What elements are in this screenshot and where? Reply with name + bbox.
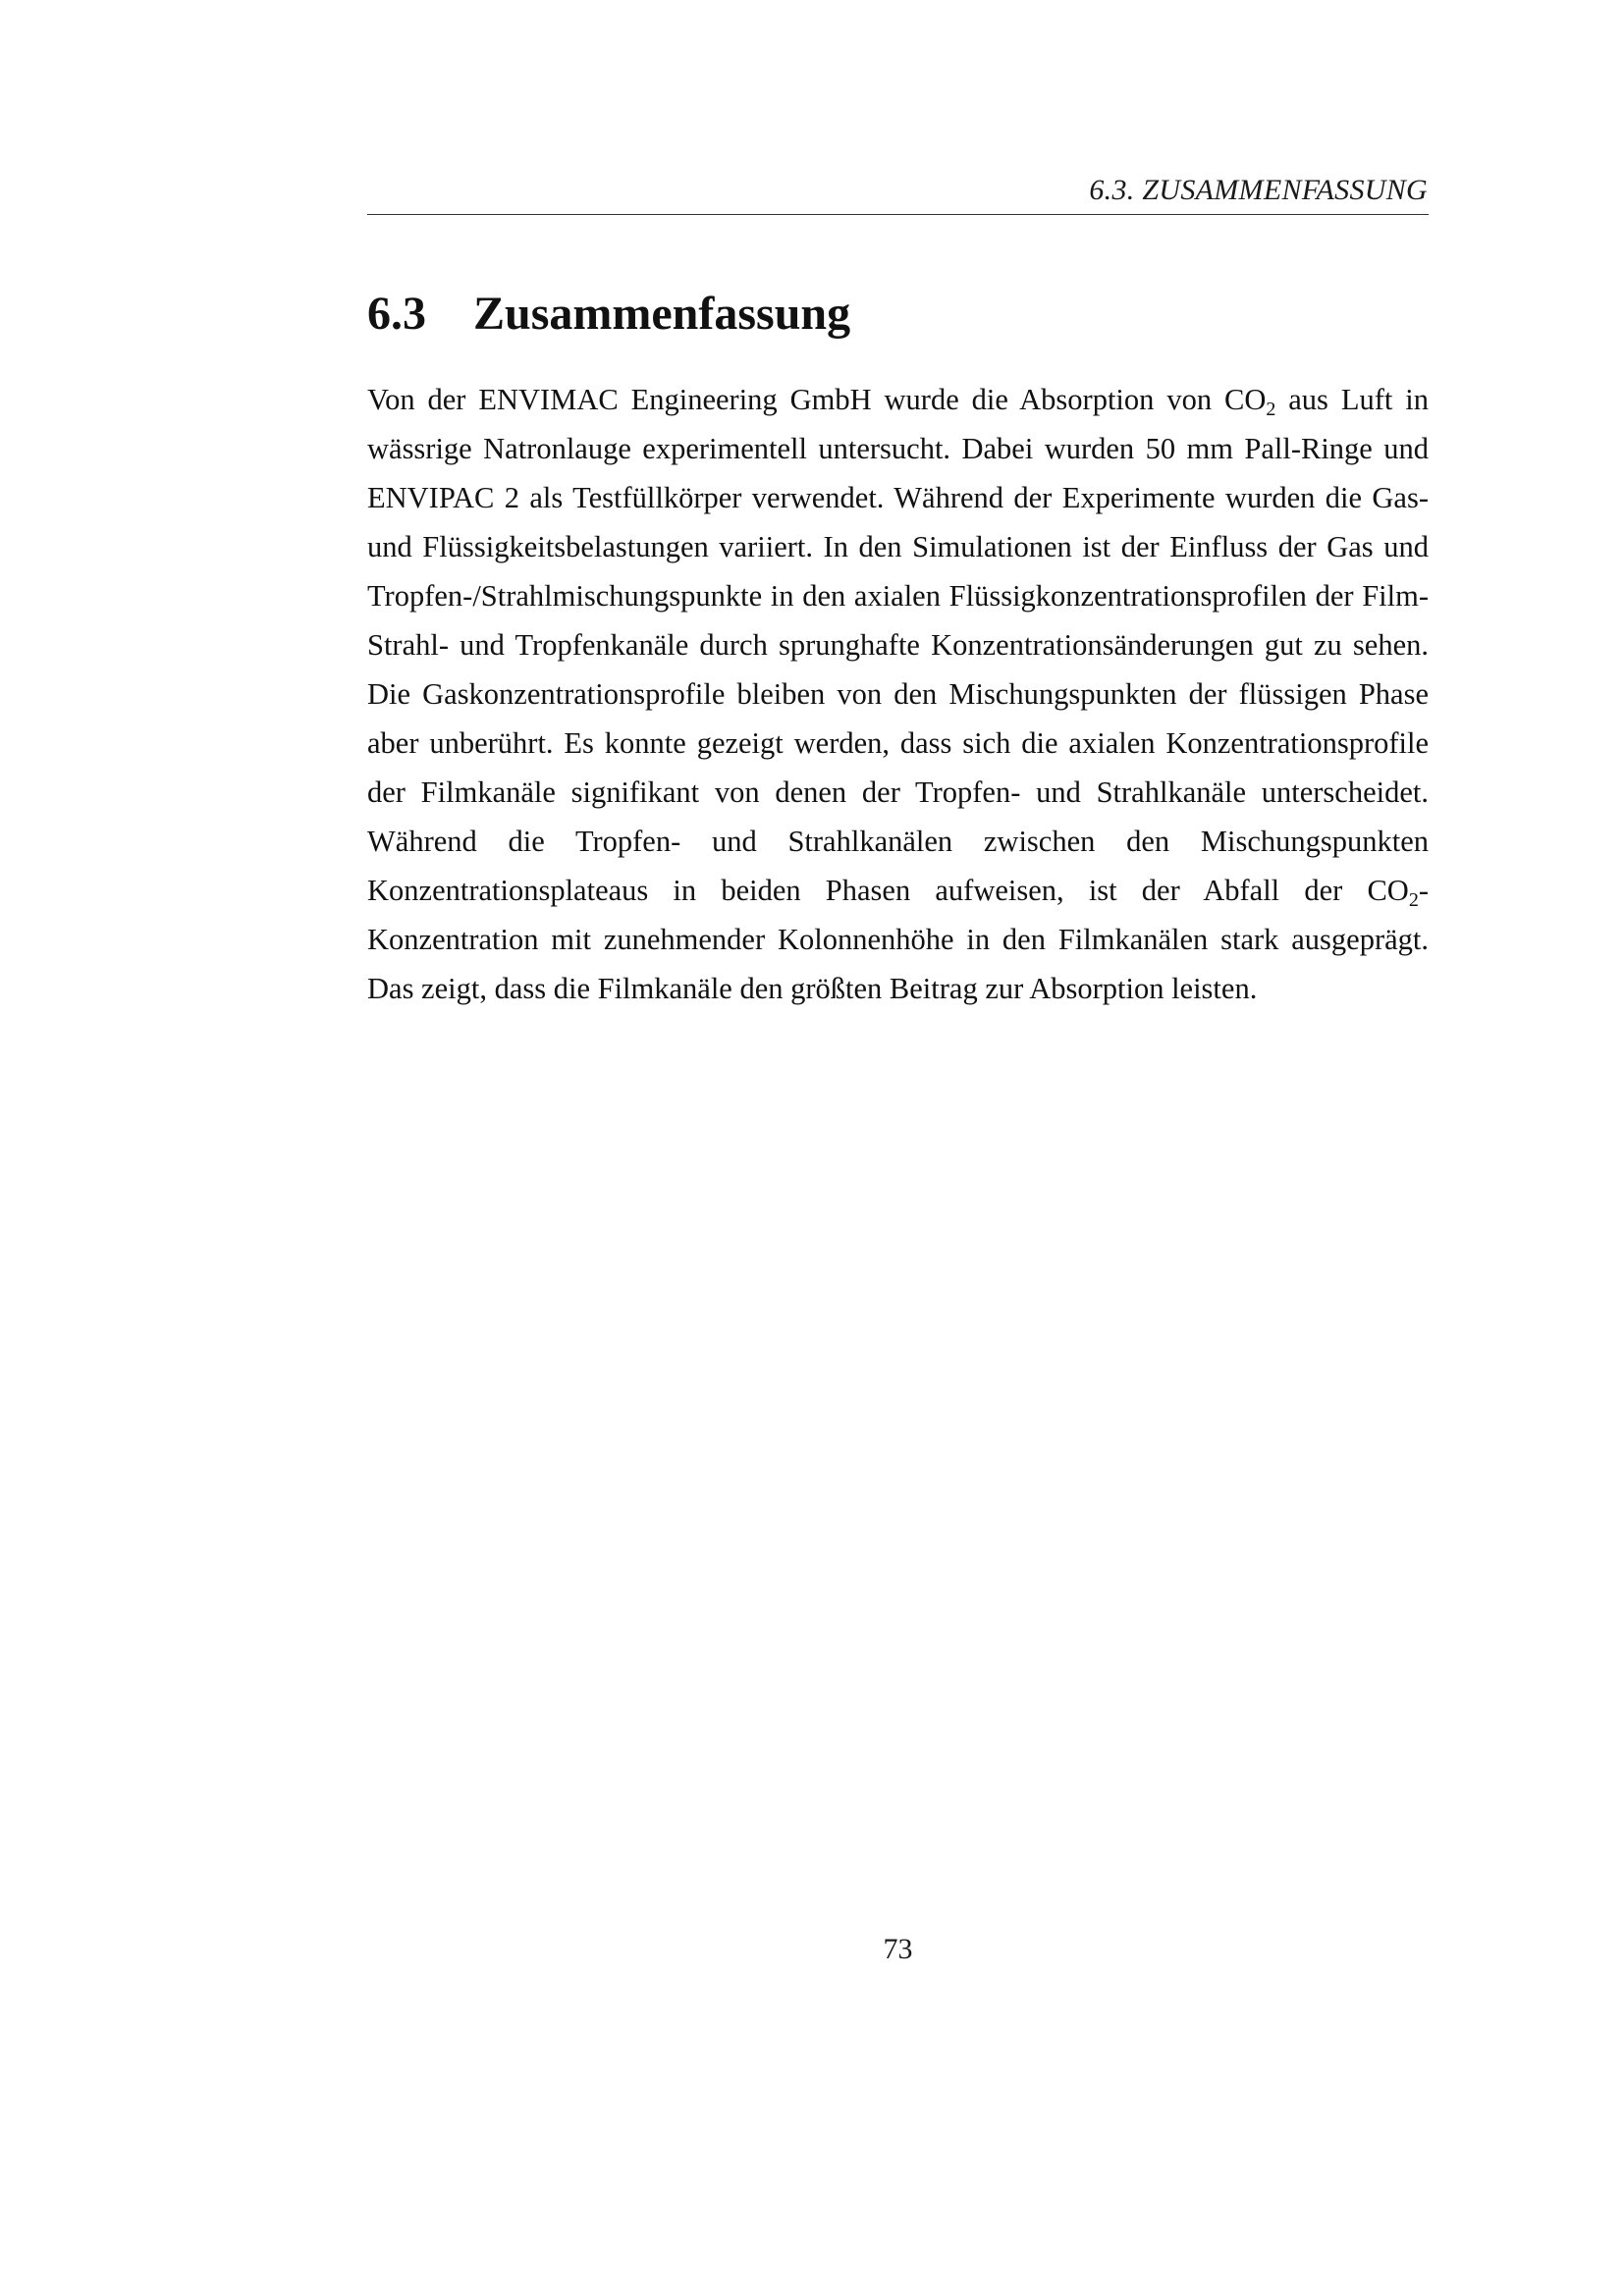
section-title: Zusammenfassung [473,288,851,340]
page-number: 73 [883,1933,913,1965]
header-rule [367,214,1429,215]
paragraph-text-1: Von der ENVIMAC Engineering GmbH wurde die Absorption von CO [367,383,1267,416]
summary-paragraph [367,375,1429,1013]
paragraph-text-3: -Konzentration mit zunehmender Kolonnenhöhe in den Filmkanälen stark ausgeprägt. Das zeigt, dass die Filmkanäle den größten Beitrag zur Absorption leisten. [367,874,1429,1005]
subscript-2: 2 [1266,399,1276,420]
running-header: 6.3. ZUSAMMENFASSUNG [1089,174,1428,206]
paragraph-text-2: aus Luft in wässrige Natronlauge experimentell untersucht. Dabei wurden 50 mm Pall-Ringe und ENVIPAC 2 als Testfüllkörper verwendet. Während der Experimente wurden die Gas- und Flüssigkeitsbelastungen variiert. In den Simulationen ist der Einfluss der Gas und Tropfen-/Strahlmischungspunkte in den axialen Flüssigkonzentrationsprofilen der Film- Strahl- und Tropfenkanäle durch sprunghafte Konzentrationsänderungen gut zu sehen. Die Gaskonzentrationsprofile bleiben von den Mischungspunkten der flüssigen Phase aber unberührt. Es konnte gezeigt werden, dass sich die axialen Konzentrationsprofile der Filmkanäle signifikant von denen der Tropfen- und Strahlkanäle unterscheidet. Während die Tropfen- und Strahlkanälen zwischen den Mischungspunkten Konzentrationsplateaus in beiden Phasen aufweisen, ist der Abfall der CO [367,383,1429,907]
section-heading [367,285,850,344]
section-number: 6.3 [367,288,426,340]
subscript-2: 2 [1408,889,1419,911]
